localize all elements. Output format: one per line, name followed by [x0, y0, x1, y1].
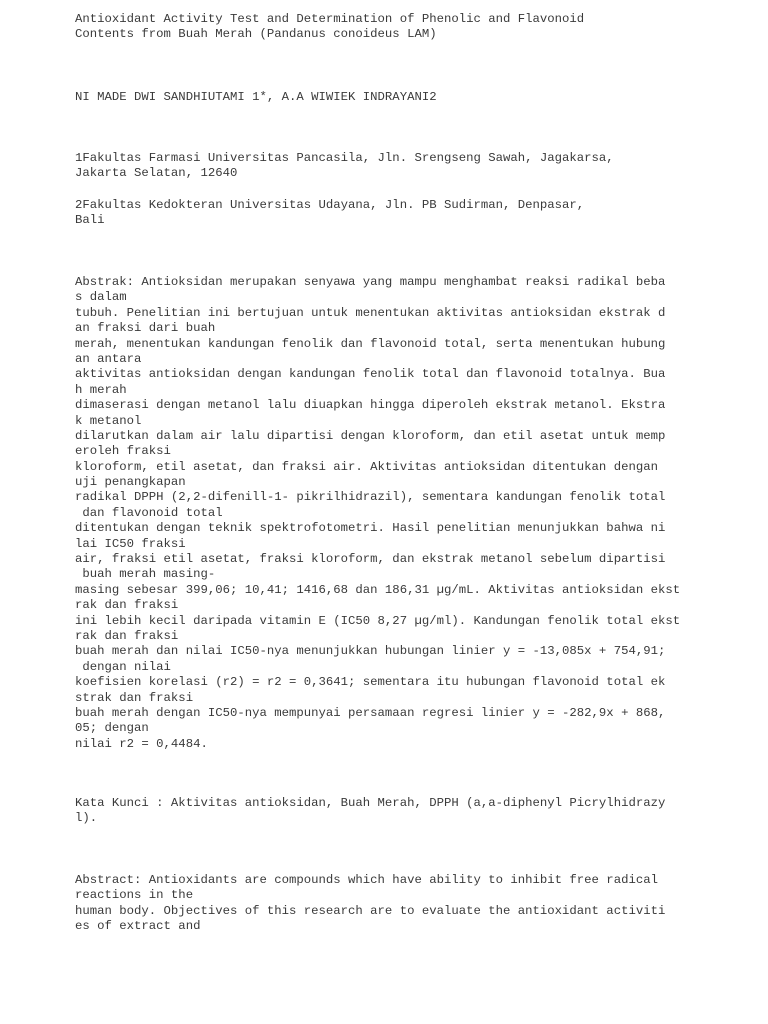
abstrak-line: buah merah dan nilai IC50-nya menunjukkan hubungan linier y = -13,085x + 754,91;: [75, 644, 666, 659]
abstrak-line: dengan nilai: [75, 659, 171, 674]
affiliation-2: [75, 198, 584, 229]
abstrak-line: dan flavonoid total: [75, 505, 223, 520]
affiliation-line: 1Fakultas Farmasi Universitas Pancasila, Jln. Srengseng Sawah, Jagakarsa,: [75, 151, 614, 165]
abstrak-line: eroleh fraksi: [75, 444, 171, 459]
abstrak-line: kloroform, etil asetat, dan fraksi air. Aktivitas antioksidan ditentukan dengan: [75, 459, 658, 474]
keywords: [75, 796, 665, 827]
keywords-line: Kata Kunci : Aktivitas antioksidan, Buah Merah, DPPH (a,a-diphenyl Picrylhidrazy: [75, 796, 666, 810]
keywords-line: l).: [75, 811, 98, 826]
abstrak-line: radikal DPPH (2,2-difenill-1- pikrilhidrazil), sementara kandungan fenolik total: [75, 490, 666, 505]
abstrak-line: ditentukan dengan teknik spektrofotometri. Hasil penelitian menunjukkan bahwa ni: [75, 521, 666, 536]
title-line: Contents from Buah Merah (Pandanus conoideus LAM): [75, 27, 437, 42]
abstrak-line: dilarutkan dalam air lalu dipartisi dengan kloroform, dan etil asetat untuk memp: [75, 428, 666, 443]
abstrak-line: masing sebesar 399,06; 10,41; 1416,68 dan 186,31 µg/mL. Aktivitas antioksidan ekst: [75, 582, 681, 597]
authors-line: NI MADE DWI SANDHIUTAMI 1*, A.A WIWIEK INDRAYANI2: [75, 90, 437, 104]
abstract-english: [75, 873, 665, 935]
abstrak-line: k metanol: [75, 413, 142, 428]
abstrak-indonesian: [75, 275, 680, 752]
abstrak-line: nilai r2 = 0,4484.: [75, 736, 208, 751]
abstrak-line: merah, menentukan kandungan fenolik dan flavonoid total, serta menentukan hubung: [75, 336, 666, 351]
abstract-line: human body. Objectives of this research are to evaluate the antioxidant activiti: [75, 903, 666, 918]
abstrak-line: an antara: [75, 351, 142, 366]
abstrak-line: koefisien korelasi (r2) = r2 = 0,3641; sementara itu hubungan flavonoid total ek: [75, 675, 666, 690]
abstrak-line: rak dan fraksi: [75, 598, 179, 613]
abstrak-line: h merah: [75, 382, 127, 397]
abstrak-line: buah merah masing-: [75, 567, 216, 582]
abstrak-line: rak dan fraksi: [75, 628, 179, 643]
affiliation-line: Bali: [75, 213, 105, 228]
abstrak-line: strak dan fraksi: [75, 690, 194, 705]
affiliation-1: [75, 151, 614, 182]
abstrak-line: buah merah dengan IC50-nya mempunyai persamaan regresi linier y = -282,9x + 868,: [75, 705, 666, 720]
abstrak-line: tubuh. Penelitian ini bertujuan untuk menentukan aktivitas antioksidan ekstrak d: [75, 305, 666, 320]
abstrak-line: ini lebih kecil daripada vitamin E (IC50 8,27 µg/ml). Kandungan fenolik total ekst: [75, 613, 681, 628]
abstrak-line: lai IC50 fraksi: [75, 536, 186, 551]
abstract-line: Abstract: Antioxidants are compounds which have ability to inhibit free radical: [75, 873, 658, 887]
abstrak-line: uji penangkapan: [75, 475, 186, 490]
title-line: Antioxidant Activity Test and Determination of Phenolic and Flavonoid: [75, 12, 585, 26]
abstrak-line: Abstrak: Antioksidan merupakan senyawa yang mampu menghambat reaksi radikal beba: [75, 275, 666, 289]
abstrak-line: air, fraksi etil asetat, fraksi kloroform, dan ekstrak metanol sebelum dipartisi: [75, 552, 666, 567]
affiliation-line: Jakarta Selatan, 12640: [75, 166, 238, 181]
paper-title: [75, 12, 584, 43]
abstrak-line: 05; dengan: [75, 721, 149, 736]
abstract-line: es of extract and: [75, 919, 201, 934]
abstrak-line: an fraksi dari buah: [75, 321, 216, 336]
abstrak-line: dimaserasi dengan metanol lalu diuapkan hingga diperoleh ekstrak metanol. Ekstra: [75, 398, 666, 413]
abstrak-line: aktivitas antioksidan dengan kandungan fenolik total dan flavonoid totalnya. Bua: [75, 367, 666, 382]
author-list: [75, 90, 437, 105]
abstrak-line: s dalam: [75, 290, 127, 305]
abstract-line: reactions in the: [75, 888, 194, 903]
affiliation-line: 2Fakultas Kedokteran Universitas Udayana, Jln. PB Sudirman, Denpasar,: [75, 198, 585, 212]
